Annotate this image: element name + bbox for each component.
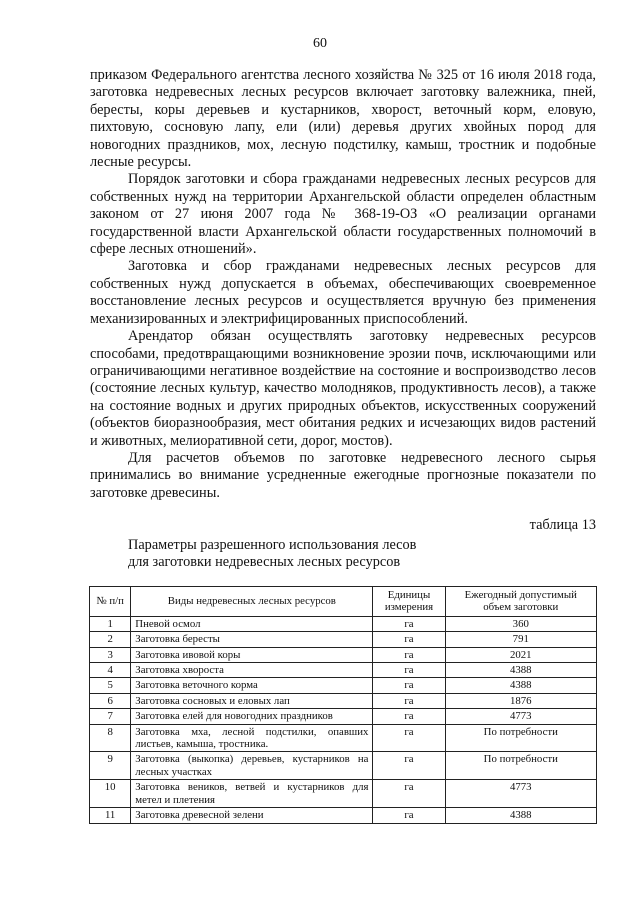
row-unit: га [373, 752, 445, 780]
row-kind: Пневой осмол [131, 616, 373, 631]
row-kind: Заготовка мха, лесной подстилки, опавших листьев, камыша, тростника. [131, 724, 373, 752]
page-number: 60 [313, 36, 327, 51]
header-unit: Единицы измерения [373, 587, 445, 617]
row-num: 6 [90, 693, 131, 708]
row-unit: га [373, 808, 445, 823]
row-volume: 4388 [445, 808, 596, 823]
table-row [90, 808, 597, 823]
row-volume: 4388 [445, 663, 596, 678]
row-kind: Заготовка бересты [131, 632, 373, 647]
row-unit: га [373, 693, 445, 708]
row-volume: 4388 [445, 678, 596, 693]
row-unit: га [373, 709, 445, 724]
row-kind: Заготовка елей для новогодних праздников [131, 709, 373, 724]
table-row [90, 752, 597, 780]
table-row [90, 616, 597, 631]
row-num: 7 [90, 709, 131, 724]
header-kind: Виды недревесных лесных ресурсов [131, 587, 373, 617]
row-kind: Заготовка ивовой коры [131, 647, 373, 662]
table-row [90, 647, 597, 662]
paragraph-2: Порядок заготовки и сбора гражданами недревесных лесных ресурсов для собственных нужд на территории Архангельской области определен областным законом от 27 июня 2007 года № 368-19-ОЗ «О реализации органами государственной власти Архангельской области государственных полномочий в сфере лесных отношений». [90, 171, 596, 258]
row-volume: 2021 [445, 647, 596, 662]
table-label: таблица 13 [529, 517, 596, 533]
row-kind: Заготовка (выкопка) деревьев, кустарников на лесных участках [131, 752, 373, 780]
row-volume: 360 [445, 616, 596, 631]
row-kind: Заготовка хвороста [131, 663, 373, 678]
row-unit: га [373, 647, 445, 662]
row-num: 9 [90, 752, 131, 780]
table-caption-line-1: Параметры разрешенного использования лесов [128, 537, 417, 553]
row-num: 11 [90, 808, 131, 823]
row-num: 8 [90, 724, 131, 752]
row-volume: 791 [445, 632, 596, 647]
row-volume: 4773 [445, 709, 596, 724]
row-volume: По потребности [445, 724, 596, 752]
header-volume: Ежегодный допустимый объем заготовки [445, 587, 596, 617]
row-kind: Заготовка веников, ветвей и кустарников для метел и плетения [131, 780, 373, 808]
row-num: 10 [90, 780, 131, 808]
row-kind: Заготовка древесной зелени [131, 808, 373, 823]
table-row [90, 693, 597, 708]
row-kind: Заготовка веточного корма [131, 678, 373, 693]
table-header-row [90, 587, 597, 617]
table-row [90, 780, 597, 808]
row-num: 2 [90, 632, 131, 647]
row-volume: 4773 [445, 780, 596, 808]
row-num: 4 [90, 663, 131, 678]
row-unit: га [373, 632, 445, 647]
row-num: 3 [90, 647, 131, 662]
table-caption [128, 537, 416, 572]
paragraph-5: Для расчетов объемов по заготовке недревесного лесного сырья принимались во внимание усредненные ежегодные прогнозные показатели по заготовке древесины. [90, 449, 596, 501]
table-row [90, 663, 597, 678]
row-volume: 1876 [445, 693, 596, 708]
table-row [90, 632, 597, 647]
row-unit: га [373, 678, 445, 693]
row-unit: га [373, 780, 445, 808]
paragraph-3: Заготовка и сбор гражданами недревесных лесных ресурсов для собственных нужд допускается в объемах, обеспечивающих своевременное восстановление лесных ресурсов и осуществляется вручную без применения механизированных и электрифицированных приспособлений. [90, 258, 596, 327]
table-row [90, 724, 597, 752]
row-num: 1 [90, 616, 131, 631]
row-unit: га [373, 663, 445, 678]
resources-table [89, 586, 597, 824]
paragraph-1: приказом Федерального агентства лесного хозяйства № 325 от 16 июля 2018 года, заготовка недревесных лесных ресурсов включает заготовку валежника, пней, бересты, коры деревьев и кустарников, хворост, веточный корм, еловую, пихтовую, сосновую лапу, ели (или) деревья других хвойных пород для новогодних праздников, мох, лесную подстилку, камыш, тростник и подобные лесные ресурсы. [90, 67, 596, 171]
row-num: 5 [90, 678, 131, 693]
row-kind: Заготовка сосновых и еловых лап [131, 693, 373, 708]
table-caption-line-2: для заготовки недревесных лесных ресурсов [128, 554, 401, 571]
table-row [90, 709, 597, 724]
table-row [90, 678, 597, 693]
row-unit: га [373, 724, 445, 752]
body-text [90, 67, 596, 502]
paragraph-4: Арендатор обязан осуществлять заготовку недревесных ресурсов способами, предотвращающими возникновение эрозии почв, исключающими или ограничивающими негативное воздействие на состояние и воспроизводство лесов (состояние лесных культур, качество молодняков, продуктивность лесов), а также на состояние водных и других природных объектов, искусственных сооружений (объектов биоразнообразия, мест обитания редких и исчезающих видов растений и животных, мелиоративной сети, дорог, мостов). [90, 328, 596, 449]
row-unit: га [373, 616, 445, 631]
header-num: № п/п [90, 587, 131, 617]
row-volume: По потребности [445, 752, 596, 780]
